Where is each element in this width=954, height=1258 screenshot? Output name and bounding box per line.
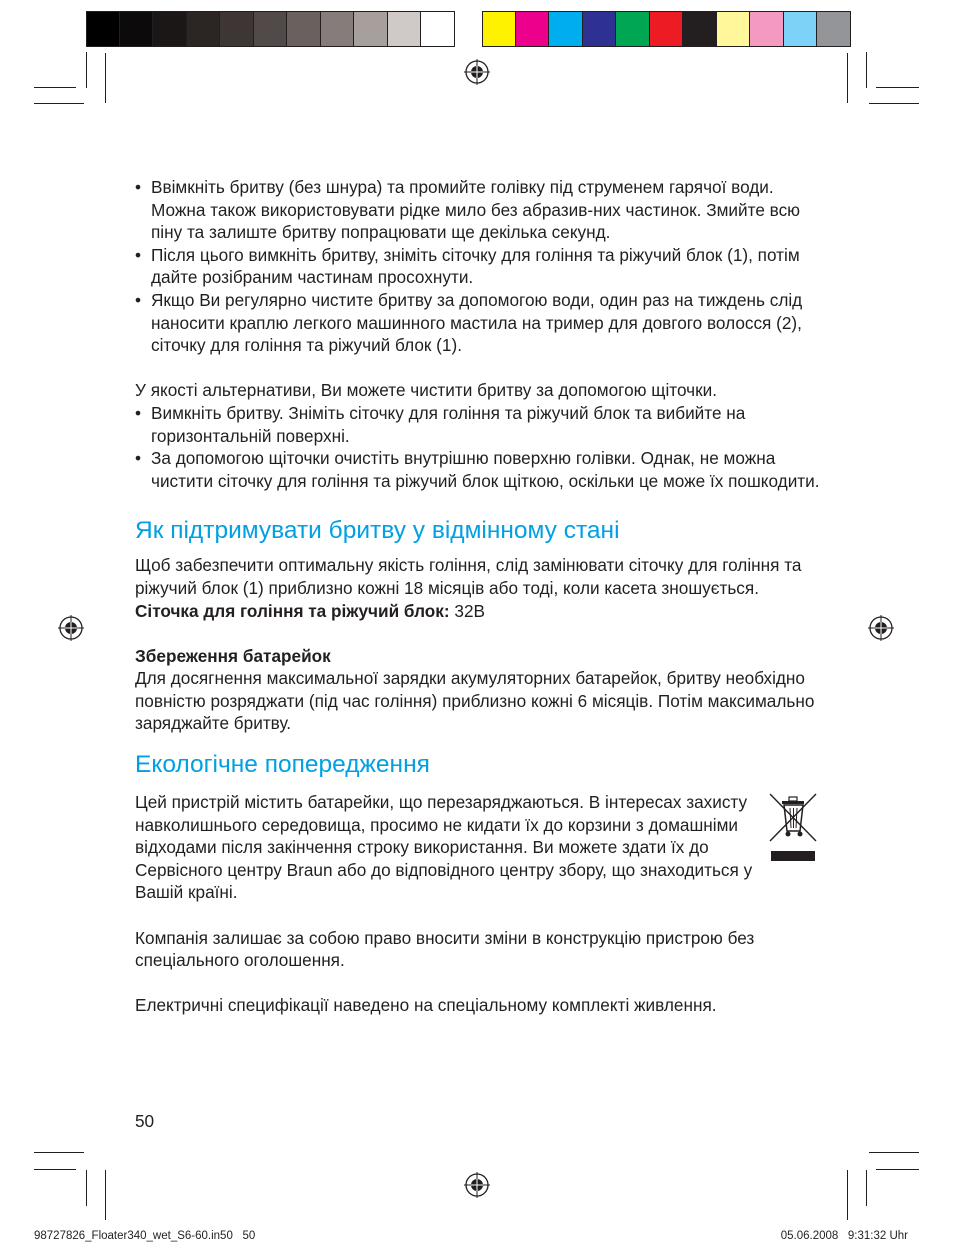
color-swatch — [549, 11, 583, 47]
brush-bullet: • За допомогою щіточки очистіть внутрішню поверхню голівки. Однак, не можна чистити сіточку для гоління та ріжучий блок щіткою, оскільки це може їх пошкодити. — [135, 447, 825, 492]
crop-mark — [86, 52, 87, 88]
color-swatch — [153, 11, 187, 47]
wash-bullet: • Якщо Ви регулярно чистите бритву за допомогою води, один раз на тиждень слід наносити краплю легкого машинного мастила на тример для довгого волосся (2), сіточку для гоління та ріжучий блок (1). — [135, 289, 825, 357]
color-swatch — [817, 11, 851, 47]
battery-heading: Збереження батарейок — [135, 645, 331, 666]
color-swatch — [750, 11, 784, 47]
wash-bullet: • Після цього вимкніть бритву, зніміть сіточку для гоління та ріжучий блок (1), потім дайте розібраним частинам просохнути. — [135, 244, 825, 289]
color-swatch — [421, 11, 455, 47]
process-color-bar — [482, 11, 851, 47]
brush-bullet: • Вимкніть бритву. Зніміть сіточку для гоління та ріжучий блок та вибийте на горизонтальній поверхні. — [135, 402, 825, 447]
parts-line — [135, 600, 825, 623]
color-swatch — [254, 11, 288, 47]
color-swatch — [784, 11, 818, 47]
crop-mark — [34, 87, 76, 88]
registration-mark-icon — [464, 1172, 490, 1198]
color-swatch — [388, 11, 422, 47]
crop-mark — [869, 103, 919, 104]
crop-mark — [847, 1170, 848, 1220]
crop-mark — [34, 103, 84, 104]
gray-color-bar — [86, 11, 455, 47]
color-swatch — [650, 11, 684, 47]
eco-paragraph: Цей пристрій містить батарейки, що перезаряджаються. В інтересах захисту навколишнього середовища, просимо не кидати їх до корзини з домашніми відходами після закінчення строку використання. Ви можете здати їх до Сервісного центру Braun або до відповідного центру збору, що знаходиться у Вашій країні. — [135, 792, 753, 903]
color-swatch — [616, 11, 650, 47]
slug-file-info: 98727826_Floater340_wet_S6-60.in50 50 — [34, 1230, 256, 1242]
color-swatch — [86, 11, 120, 47]
crossed-bin-icon — [767, 791, 819, 863]
maintain-paragraph: Щоб забезпечити оптимальну якість гоління, слід замінювати сіточку для гоління та ріжучий блок (1) приблизно кожні 18 місяців або тоді, коли касета зношується. — [135, 555, 802, 598]
color-swatch — [482, 11, 516, 47]
battery-paragraph: Для досягнення максимальної зарядки акумуляторних батарейок, бритву необхідно повністю розряджати (під час гоління) приблизно кожні 6 місяців. Потім максимально заряджайте бритву. — [135, 668, 815, 734]
color-swatch — [287, 11, 321, 47]
crop-mark — [866, 1170, 867, 1206]
parts-label: Сіточка для гоління та ріжучий блок: — [135, 600, 450, 621]
color-swatch — [583, 11, 617, 47]
company-paragraph: Компанія залишає за собою право вносити зміни в конструкцію пристрою без спеціального оголошення. — [135, 927, 755, 971]
color-swatch — [717, 11, 751, 47]
main-content — [135, 176, 825, 1017]
crop-mark — [86, 1170, 87, 1206]
slug-date-info: 05.06.2008 9:31:32 Uhr — [780, 1230, 908, 1242]
color-swatch — [354, 11, 388, 47]
wash-bullet: • Ввімкніть бритву (без шнура) та промийте голівку під струменем гарячої води. Можна також використовувати рідке мило без абразив-них частинок. Змийте всю піну та залиште бритву попрацювати ще декілька секунд. — [135, 176, 825, 244]
crop-mark — [105, 1170, 106, 1220]
crop-mark — [34, 1169, 76, 1170]
crop-mark — [869, 1152, 919, 1153]
crop-mark — [876, 1169, 919, 1170]
color-swatch — [516, 11, 550, 47]
registration-mark-icon — [464, 59, 490, 85]
crop-mark — [105, 53, 106, 103]
electrical-paragraph: Електричні специфікації наведено на спеціальному комплекті живлення. — [135, 995, 717, 1016]
registration-mark-icon — [868, 615, 894, 641]
eco-heading: Екологічне попередження — [135, 751, 430, 779]
parts-value: 32B — [454, 600, 485, 621]
crop-mark — [866, 52, 867, 88]
color-swatch — [683, 11, 717, 47]
color-swatch — [321, 11, 355, 47]
registration-mark-icon — [58, 615, 84, 641]
crop-mark — [34, 1152, 84, 1153]
crop-mark — [847, 53, 848, 103]
alternative-intro: У якості альтернативи, Ви можете чистити бритву за допомогою щіточки. — [135, 380, 717, 401]
color-swatch — [187, 11, 221, 47]
color-swatch — [120, 11, 154, 47]
maintain-heading: Як підтримувати бритву у відмінному стані — [135, 517, 620, 545]
crop-mark — [876, 87, 919, 88]
page-number: 50 — [135, 1111, 155, 1131]
color-swatch — [220, 11, 254, 47]
